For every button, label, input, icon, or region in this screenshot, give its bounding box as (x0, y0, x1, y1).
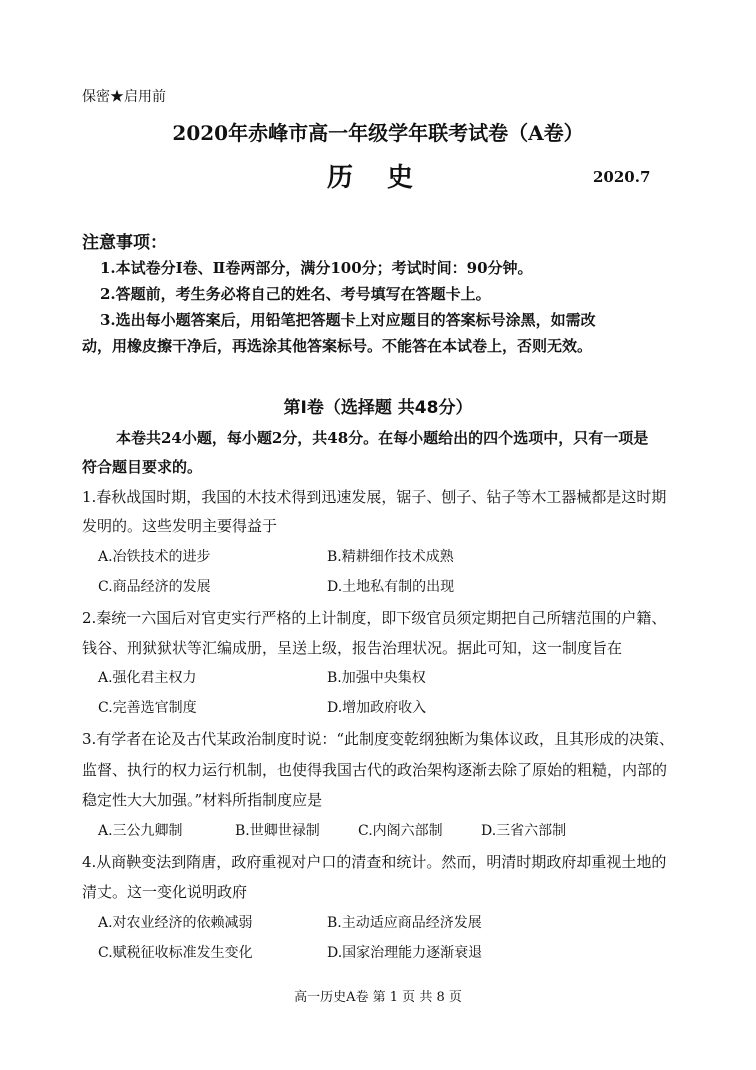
question-3-option-a: A.三公九卿制 (98, 823, 183, 839)
question-1-option-c: C.商品经济的发展 (98, 579, 211, 595)
notice-line-3b: 动，用橡皮擦干净后，再选涂其他答案标号。不能答在本试卷上，否则无效。 (82, 337, 593, 355)
section-heading: 第Ⅰ卷（选择题 共48分） (283, 398, 473, 418)
question-3-option-d: D.三省六部制 (481, 823, 567, 839)
question-4-option-a: A.对农业经济的依赖减弱 (98, 915, 253, 931)
notice-line-3a: 3.选出每小题答案后，用铅笔把答题卡上对应题目的答案标号涂黑，如需改 (100, 311, 596, 329)
question-4-option-b: B.主动适应商品经济发展 (327, 915, 482, 931)
question-4-stem-b: 清丈。这一变化说明政府 (82, 883, 248, 901)
question-4-stem-a: 4.从商鞅变法到隋唐，政府重视对户口的清查和统计。然而，明清时期政府却重视土地的 (82, 853, 667, 871)
question-2-stem-b: 钱谷、刑狱狱状等汇编成册，呈送上级，报告治理状况。据此可知，这一制度旨在 (82, 639, 623, 657)
subject-title: 历史 (327, 163, 448, 193)
exam-date: 2020.7 (593, 168, 651, 186)
question-3-option-b: B.世卿世禄制 (235, 823, 320, 839)
notice-line-1: 1.本试卷分Ⅰ卷、Ⅱ卷两部分，满分100分；考试时间：90分钟。 (100, 259, 533, 277)
question-3-stem-b: 监督、执行的权力运行机制，也使得我国古代的政治架构逐渐去除了原始的粗糙，内部的 (82, 761, 668, 779)
question-2-stem-a: 2.秦统一六国后对官吏实行严格的上计制度，即下级官员须定期把自己所辖范围的户籍、 (82, 609, 667, 627)
section-intro-b: 符合题目要求的。 (82, 458, 203, 476)
question-4-option-c: C.赋税征收标准发生变化 (98, 945, 253, 961)
question-1-option-b: B.精耕细作技术成熟 (327, 549, 454, 565)
question-2-option-b: B.加强中央集权 (327, 670, 426, 686)
question-1-option-a: A.冶铁技术的进步 (98, 549, 211, 565)
question-4-option-d: D.国家治理能力逐渐衰退 (327, 945, 483, 961)
question-2-option-c: C.完善选官制度 (98, 700, 197, 716)
question-3-stem-c: 稳定性大大加强。”材料所指制度应是 (82, 791, 323, 809)
question-3-option-c: C.内阁六部制 (358, 823, 443, 839)
question-2-option-d: D.增加政府收入 (327, 700, 427, 716)
question-1-option-d: D.土地私有制的出现 (327, 579, 455, 595)
notice-line-2: 2.答题前，考生务必将自己的姓名、考号填写在答题卡上。 (100, 285, 491, 303)
question-1-stem-a: 1.春秋战国时期，我国的木技术得到迅速发展，锯子、刨子、钻子等木工器械都是这时期 (82, 488, 667, 506)
question-2-option-a: A.强化君主权力 (98, 670, 197, 686)
question-3-stem-a: 3.有学者在论及古代某政治制度时说：“此制度变乾纲独断为集体议政，且其形成的决策、 (82, 730, 674, 748)
confidential-mark: 保密★启用前 (82, 89, 166, 105)
exam-title: 2020年赤峰市高一年级学年联考试卷（A卷） (172, 121, 584, 145)
page-footer: 高一历史A卷 第 1 页 共 8 页 (294, 990, 462, 1005)
notice-heading: 注意事项： (82, 233, 167, 253)
section-intro-a: 本卷共24小题，每小题2分，共48分。在每小题给出的四个选项中，只有一项是 (116, 429, 649, 447)
question-1-stem-b: 发明的。这些发明主要得益于 (82, 517, 278, 535)
